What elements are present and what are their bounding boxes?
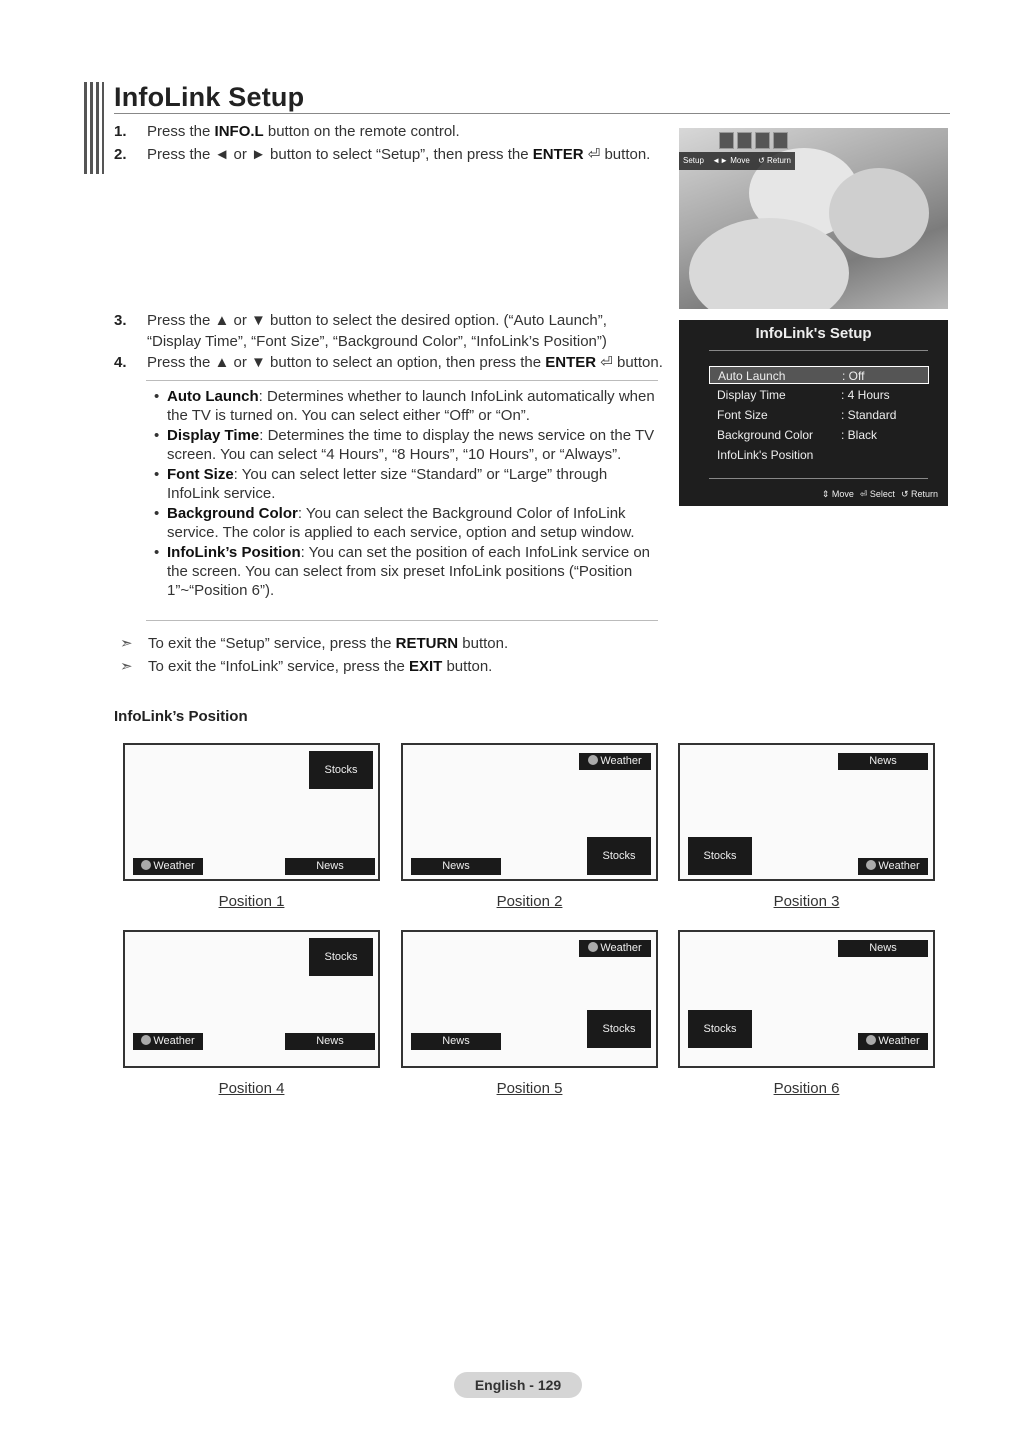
- weather-icon: [588, 755, 598, 765]
- osd-row-display-time[interactable]: Display Time : 4 Hours: [717, 388, 890, 402]
- news-chip: News: [285, 1033, 375, 1050]
- note-return: ➣ To exit the “Setup” service, press the RETURN button.: [120, 635, 509, 652]
- news-chip: News: [838, 753, 928, 770]
- note-arrow-icon: ➣: [120, 635, 133, 652]
- news-chip: News: [411, 1033, 501, 1050]
- menu-tile-icon: [719, 132, 734, 149]
- position-2-label: Position 2: [496, 893, 563, 910]
- weather-chip: Weather: [579, 940, 651, 957]
- weather-icon: [141, 860, 151, 870]
- option-auto-launch: • Auto Launch: Determines whether to launch InfoLink automatically when the TV is turned on. You can select either “Off” or “On”.: [154, 387, 658, 425]
- news-chip: News: [411, 858, 501, 875]
- option-font-size: • Font Size: You can select letter size “Standard” or “Large” through InfoLink service.: [154, 465, 658, 503]
- tv-screen-photo: [679, 128, 948, 309]
- weather-icon: [866, 860, 876, 870]
- weather-chip: Weather: [858, 1033, 928, 1050]
- polar-bear-image: [829, 168, 929, 258]
- stocks-chip: Stocks: [688, 1010, 752, 1048]
- position-1-label: Position 1: [218, 893, 285, 910]
- note-arrow-icon: ➣: [120, 658, 133, 675]
- osd-row-infolink-position[interactable]: InfoLink's Position: [717, 448, 814, 462]
- title-rule: [114, 113, 950, 114]
- page-number-badge: English - 129: [454, 1372, 582, 1398]
- setup-menu-icons: [719, 132, 788, 149]
- menu-tile-icon: [737, 132, 752, 149]
- menu-tile-icon: [755, 132, 770, 149]
- position-5-label: Position 5: [496, 1080, 563, 1097]
- position-4-diagram: [123, 930, 380, 1068]
- step-2: 2. Press the ◄ or ► button to select “Setup”, then press the ENTER ⏎ button.: [114, 146, 651, 163]
- position-3-label: Position 3: [773, 893, 840, 910]
- menu-tile-icon: [773, 132, 788, 149]
- weather-chip: Weather: [858, 858, 928, 875]
- osd-row-auto-launch[interactable]: Auto Launch : Off: [709, 366, 929, 384]
- news-chip: News: [838, 940, 928, 957]
- osd-title: InfoLink's Setup: [755, 325, 872, 342]
- option-infolink-position: • InfoLink’s Position: You can set the position of each InfoLink service on the screen. You can select from six preset InfoLink positions (“Position 1”~“Position 6”).: [154, 543, 658, 600]
- osd-select-hint: ⏎ Select: [859, 489, 895, 499]
- title-side-bars: [84, 82, 106, 174]
- news-chip: News: [285, 858, 375, 875]
- weather-chip: Weather: [133, 1033, 203, 1050]
- weather-chip: Weather: [133, 858, 203, 875]
- note-exit: ➣ To exit the “InfoLink” service, press the EXIT button.: [120, 658, 493, 675]
- option-background-color: • Background Color: You can select the Background Color of InfoLink service. The color is applied to each service, option and setup window.: [154, 504, 658, 542]
- weather-icon: [141, 1035, 151, 1045]
- weather-chip: Weather: [579, 753, 651, 770]
- step-4: 4. Press the ▲ or ▼ button to select an option, then press the ENTER ⏎ button.: [114, 354, 663, 371]
- weather-icon: [588, 942, 598, 952]
- step-3: 3. Press the ▲ or ▼ button to select the desired option. (“Auto Launch”, “Display Time”, “Font Size”, “Background Color”, “InfoLink’s Position”): [114, 312, 607, 350]
- osd-move-hint: ⇕ Move: [821, 489, 854, 499]
- page-title: InfoLink Setup: [114, 82, 305, 112]
- stocks-chip: Stocks: [587, 837, 651, 875]
- osd-row-background-color[interactable]: Background Color : Black: [717, 428, 878, 442]
- weather-icon: [866, 1035, 876, 1045]
- osd-footer: [822, 489, 938, 500]
- photo-nav-bar: Setup ◄► Move ↺ Return: [679, 152, 795, 170]
- osd-return-hint: ↺ Return: [900, 489, 938, 499]
- option-display-time: • Display Time: Determines the time to display the news service on the TV screen. You can select “4 Hours”, “8 Hours”, “10 Hours”, or “Always”.: [154, 426, 658, 464]
- position-4-label: Position 4: [218, 1080, 285, 1097]
- osd-row-font-size[interactable]: Font Size : Standard: [717, 408, 897, 422]
- position-2-diagram: [401, 743, 658, 881]
- stocks-chip: Stocks: [688, 837, 752, 875]
- position-3-diagram: [678, 743, 935, 881]
- position-6-label: Position 6: [773, 1080, 840, 1097]
- position-1-diagram: [123, 743, 380, 881]
- positions-section-title: InfoLink’s Position: [114, 708, 248, 725]
- stocks-chip: Stocks: [309, 938, 373, 976]
- position-6-diagram: [678, 930, 935, 1068]
- step-1: 1. Press the INFO.L button on the remote control.: [114, 123, 460, 140]
- position-5-diagram: [401, 930, 658, 1068]
- stocks-chip: Stocks: [587, 1010, 651, 1048]
- options-list: [146, 380, 658, 621]
- stocks-chip: Stocks: [309, 751, 373, 789]
- infolink-setup-osd: [679, 320, 948, 506]
